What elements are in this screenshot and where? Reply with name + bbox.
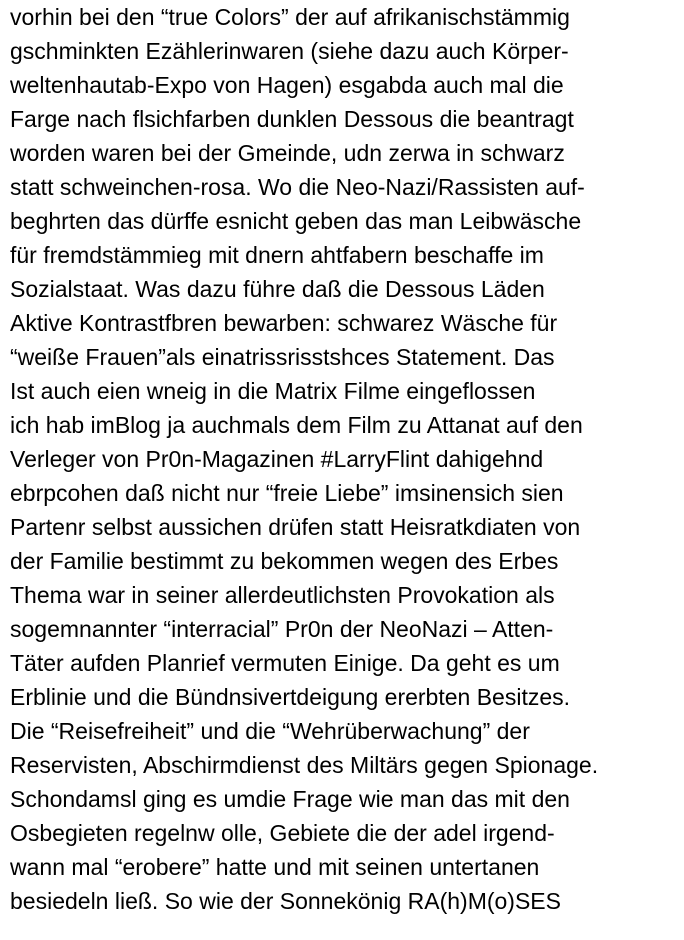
text-line-17: der Familie bestimmt zu bekommen wegen des Erbes [10, 548, 559, 574]
text-line-12: Ist auch eien wneig in die Matrix Filme eingeflossen [10, 378, 536, 404]
text-line-18: Thema war in seiner allerdeutlichsten Provokation als [10, 582, 555, 608]
text-line-8: für fremdstämmieg mit dnern ahtfabern beschaffe im [10, 242, 544, 268]
text-line-6: statt schweinchen-rosa. Wo die Neo-Nazi/Rassisten auf- [10, 174, 585, 200]
text-line-26: wann mal “erobere” hatte und mit seinen untertanen [10, 854, 540, 880]
text-line-23: Reservisten, Abschirmdienst des Miltärs gegen Spionage. [10, 752, 599, 778]
text-line-7: beghrten das dürffe esnicht geben das man Leibwäsche [10, 208, 582, 234]
text-line-1: vorhin bei den “true Colors” der auf afrikanischstämmig [10, 4, 570, 30]
text-line-14: Verleger von Pr0n-Magazinen #LarryFlint dahigehnd [10, 446, 544, 472]
text-line-22: Die “Reisefreiheit” und die “Wehrüberwachung” der [10, 718, 530, 744]
text-line-9: Sozialstaat. Was dazu führe daß die Dessous Läden [10, 276, 545, 302]
text-line-3: weltenhautab-Expo von Hagen) esgabda auch mal die [10, 72, 564, 98]
text-line-10: Aktive Kontrastfbren bewarben: schwarez Wäsche für [10, 310, 558, 336]
text-line-25: Osbegieten regelnw olle, Gebiete die der adel irgend- [10, 820, 555, 846]
text-line-4: Farge nach flsichfarben dunklen Dessous die beantragt [10, 106, 574, 132]
text-line-27: besiedeln ließ. So wie der Sonnekönig RA(h)M(o)SES [10, 888, 561, 914]
text-line-19: sogemnannter “interracial” Pr0n der NeoNazi – Atten- [10, 616, 554, 642]
text-line-21: Erblinie und die Bündnsivertdeigung ererbten Besitzes. [10, 684, 571, 710]
document-page [10, 0, 680, 940]
text-line-16: Partenr selbst aussichen drüfen statt Heisratkdiaten von [10, 514, 581, 540]
text-line-24: Schondamsl ging es umdie Frage wie man das mit den [10, 786, 570, 812]
text-line-2: gschminkten Ezählerinwaren (siehe dazu auch Körper- [10, 38, 569, 64]
text-line-15: ebrpcohen daß nicht nur “freie Liebe” imsinensich sien [10, 480, 564, 506]
text-line-5: worden waren bei der Gmeinde, udn zerwa in schwarz [10, 140, 565, 166]
text-line-13: ich hab imBlog ja auchmals dem Film zu Attanat auf den [10, 412, 583, 438]
text-line-20: Täter aufden Planrief vermuten Einige. Da geht es um [10, 650, 560, 676]
text-line-11: “weiße Frauen”als einatrissrisstshces Statement. Das [10, 344, 555, 370]
